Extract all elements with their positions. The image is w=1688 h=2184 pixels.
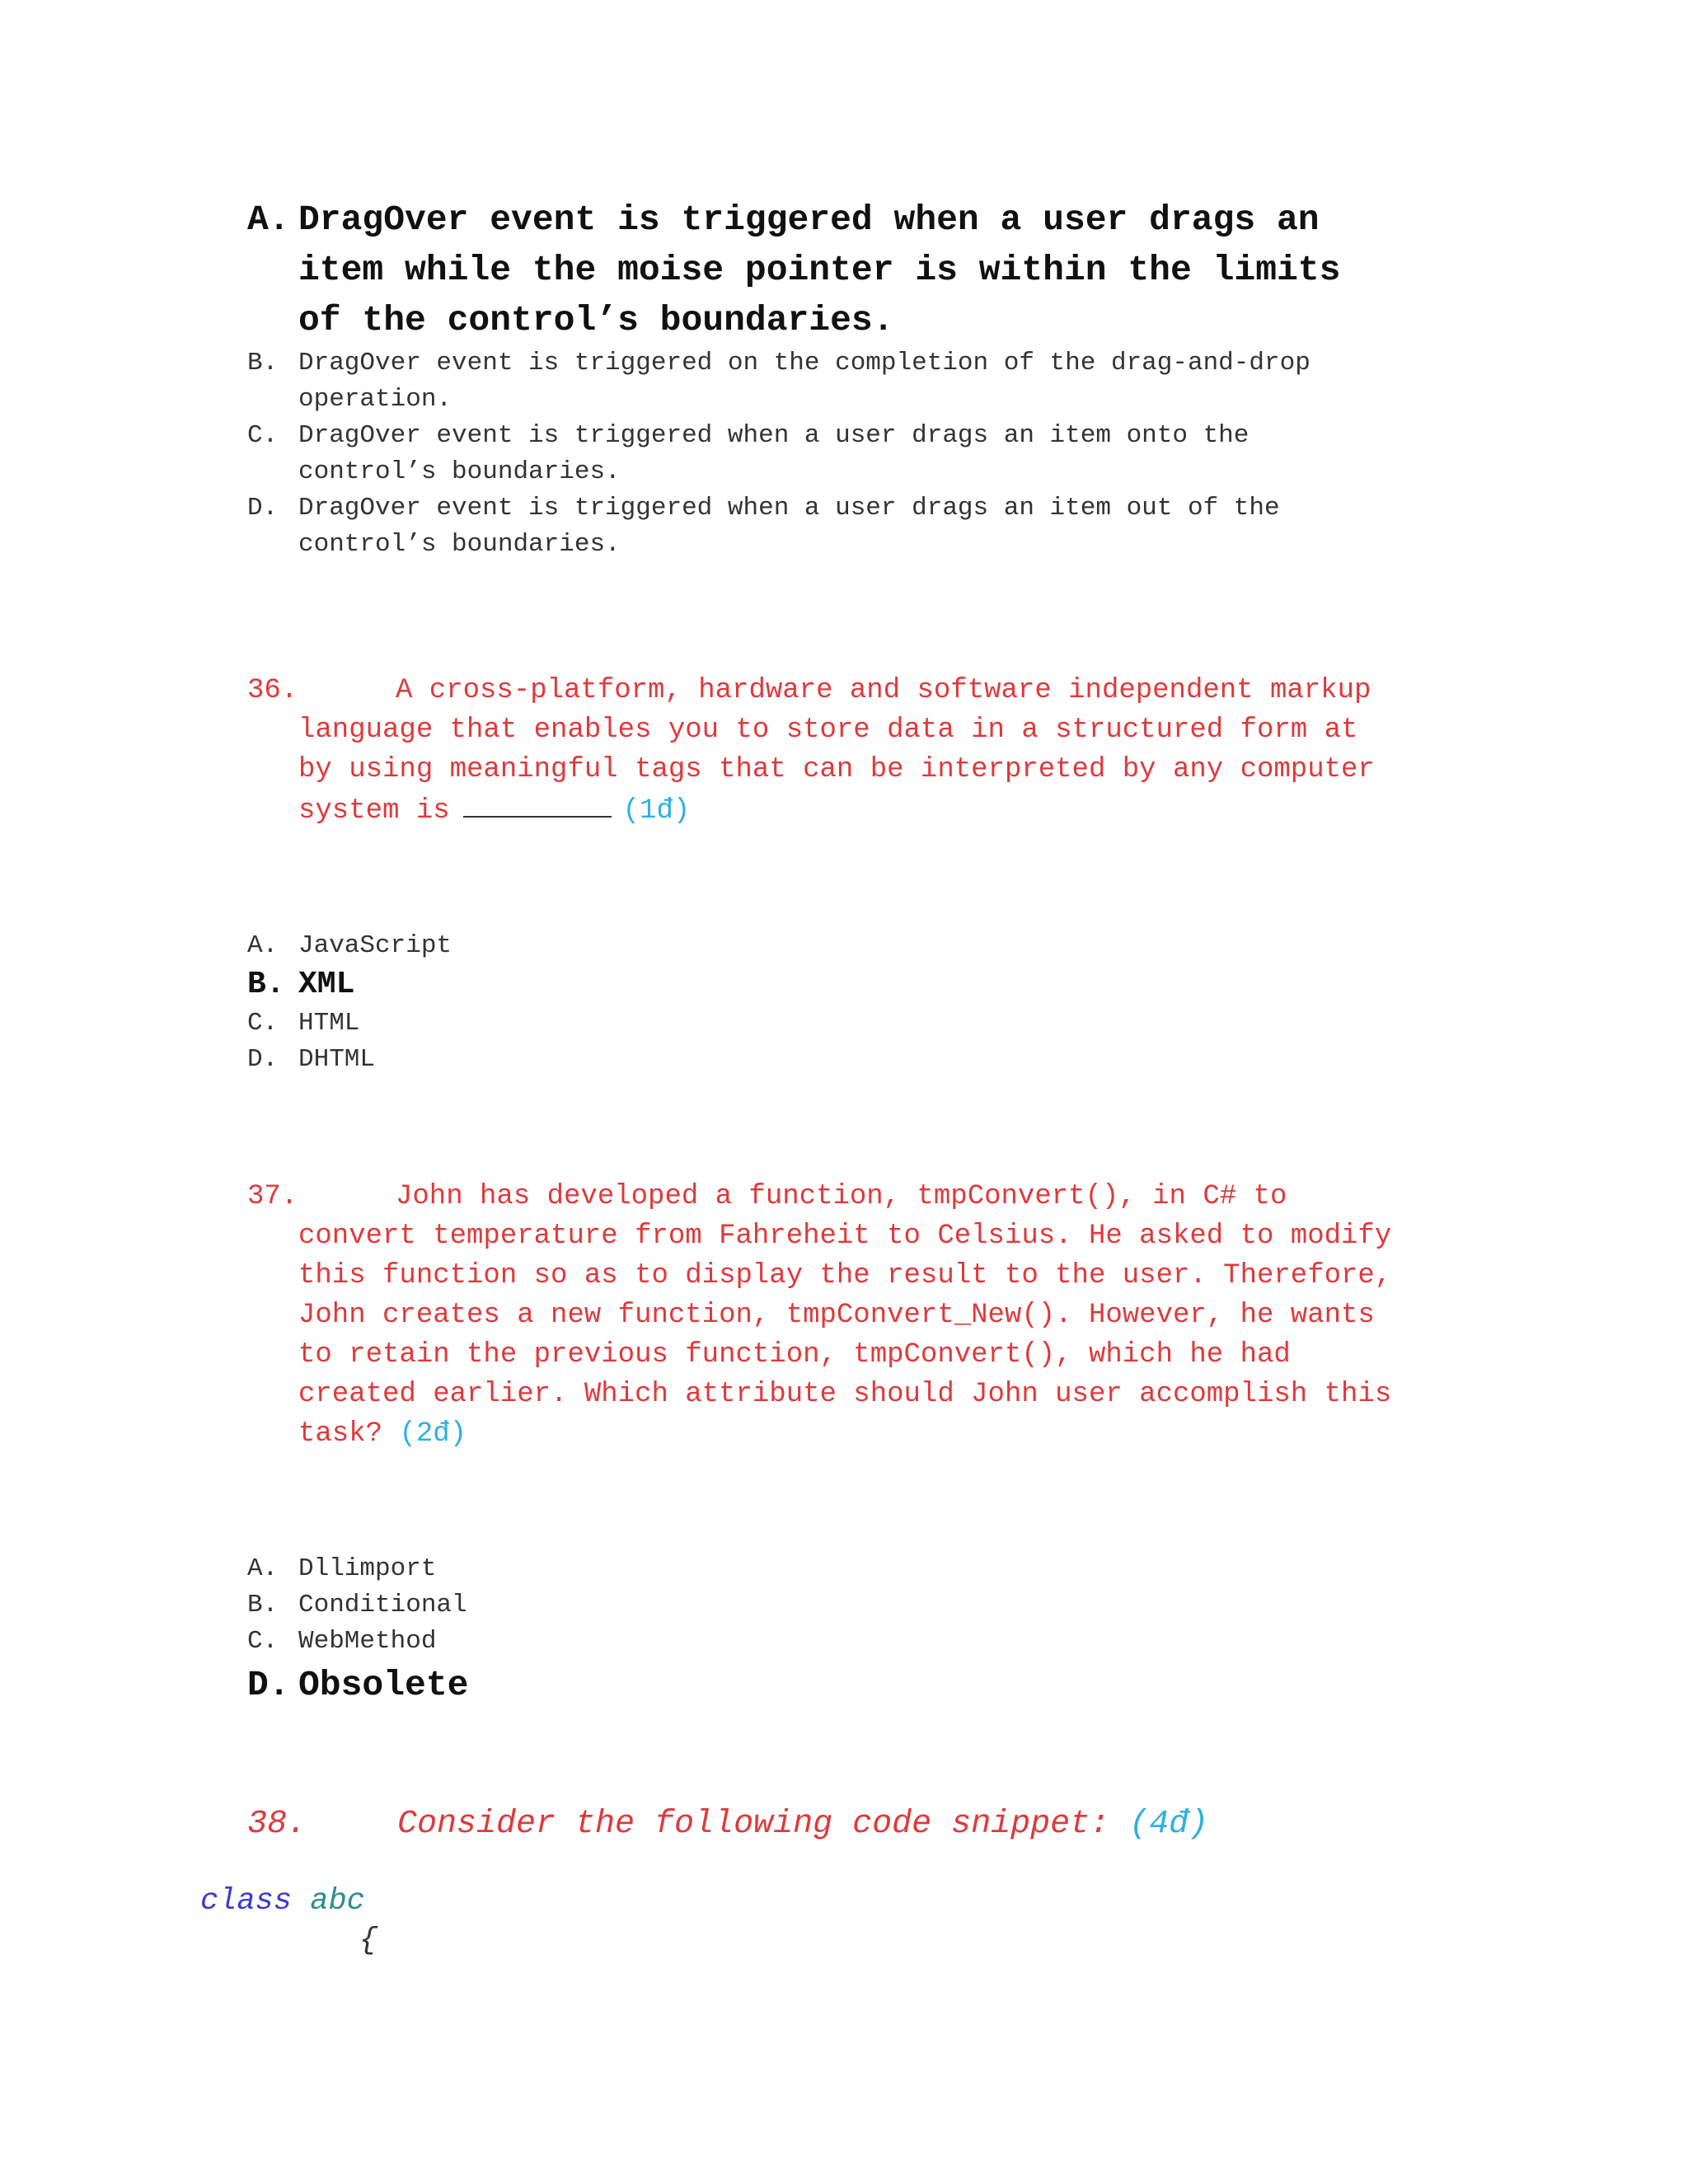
option-text: Dllimport (298, 1554, 437, 1583)
q37-option-a[interactable] (247, 1551, 1500, 1587)
question-line: created earlier. Which attribute should John user accomplish this (298, 1379, 1392, 1410)
q36-options (247, 928, 1500, 1078)
question-last-line (247, 1414, 1500, 1454)
question-38 (247, 1802, 1208, 1848)
option-letter: B. (247, 967, 285, 1002)
option-line: control’s boundaries. (298, 530, 621, 559)
q37-option-c[interactable] (247, 1624, 1500, 1660)
question-line: to retain the previous function, tmpConvert(), which he had (298, 1339, 1291, 1371)
option-letter: A. (247, 931, 279, 960)
option-letter: D. (247, 494, 279, 523)
points-badge: (2đ) (399, 1418, 467, 1450)
question-line: convert temperature from Fahreheit to Celsius. He asked to modify (298, 1221, 1392, 1252)
option-letter: C. (247, 1009, 279, 1038)
question-line: John creates a new function, tmpConvert_New(). However, he wants (298, 1300, 1375, 1331)
option-text: WebMethod (298, 1627, 437, 1656)
code-class-name: abc (310, 1884, 365, 1919)
q35-option-d[interactable] (247, 490, 1500, 563)
option-text (298, 194, 1500, 345)
option-text: HTML (298, 1009, 360, 1038)
q36-option-a[interactable] (247, 928, 1500, 964)
question-text: Consider the following code snippet: (397, 1806, 1110, 1843)
option-letter: A. (247, 1554, 279, 1583)
question-line: by using meaningful tags that can be interpreted by any computer (298, 754, 1375, 785)
option-line: DragOver event is triggered when a user drags an item onto the (298, 421, 1250, 450)
q35-option-a[interactable] (247, 194, 1500, 345)
question-line: system is (298, 795, 450, 827)
option-text: Obsolete (298, 1665, 469, 1705)
question-line: this function so as to display the result to the user. Therefore, (298, 1260, 1392, 1291)
q37-option-d[interactable] (247, 1660, 1500, 1710)
question-37 (247, 1177, 1500, 1454)
q36-option-c[interactable] (247, 1005, 1500, 1042)
answer-blank (463, 790, 612, 818)
q37-options (247, 1551, 1500, 1710)
q36-option-b[interactable] (247, 964, 1500, 1005)
question-line: A cross-platform, hardware and software independent markup (396, 675, 1372, 706)
option-line: operation. (298, 385, 452, 414)
q35-options (247, 194, 1500, 563)
question-first-line (247, 671, 1500, 710)
option-line: DragOver event is triggered when a user drags an (298, 199, 1320, 240)
question-number: 37. (247, 1181, 298, 1212)
option-letter: B. (247, 1591, 279, 1619)
option-text: DHTML (298, 1045, 376, 1074)
code-open-brace: { (359, 1924, 378, 1958)
question-36 (247, 671, 1500, 831)
option-text: JavaScript (298, 931, 452, 960)
q35-option-b[interactable] (247, 345, 1500, 418)
option-text: Conditional (298, 1591, 467, 1619)
option-line: DragOver event is triggered on the completion of the drag-and-drop (298, 349, 1311, 377)
code-class-declaration (200, 1881, 365, 1922)
points-badge: (1đ) (622, 795, 691, 827)
option-text (298, 418, 1500, 490)
points-badge: (4đ) (1129, 1806, 1209, 1843)
question-number: 38. (247, 1806, 307, 1843)
option-line: DragOver event is triggered when a user drags an item out of the (298, 494, 1280, 523)
option-text: XML (298, 967, 355, 1002)
option-letter: C. (247, 1627, 279, 1656)
question-line: John has developed a function, tmpConvert(), in C# to (396, 1181, 1287, 1212)
code-keyword: class (200, 1884, 293, 1919)
q35-option-c[interactable] (247, 418, 1500, 490)
option-letter: B. (247, 349, 279, 377)
option-letter: D. (247, 1045, 279, 1074)
option-line: of the control’s boundaries. (298, 300, 894, 340)
question-first-line (247, 1177, 1500, 1216)
option-letter: A. (247, 199, 290, 240)
q37-option-b[interactable] (247, 1587, 1500, 1624)
question-line: language that enables you to store data in a structured form at (298, 715, 1358, 746)
q36-option-d[interactable] (247, 1042, 1500, 1078)
option-letter: D. (247, 1665, 290, 1705)
question-last-line (247, 790, 1500, 831)
option-text (298, 490, 1500, 563)
option-line: item while the moise pointer is within the limits (298, 250, 1341, 290)
question-number: 36. (247, 675, 298, 706)
option-letter: C. (247, 421, 279, 450)
option-line: control’s boundaries. (298, 457, 621, 486)
question-line: task? (298, 1418, 383, 1450)
option-text (298, 345, 1500, 418)
